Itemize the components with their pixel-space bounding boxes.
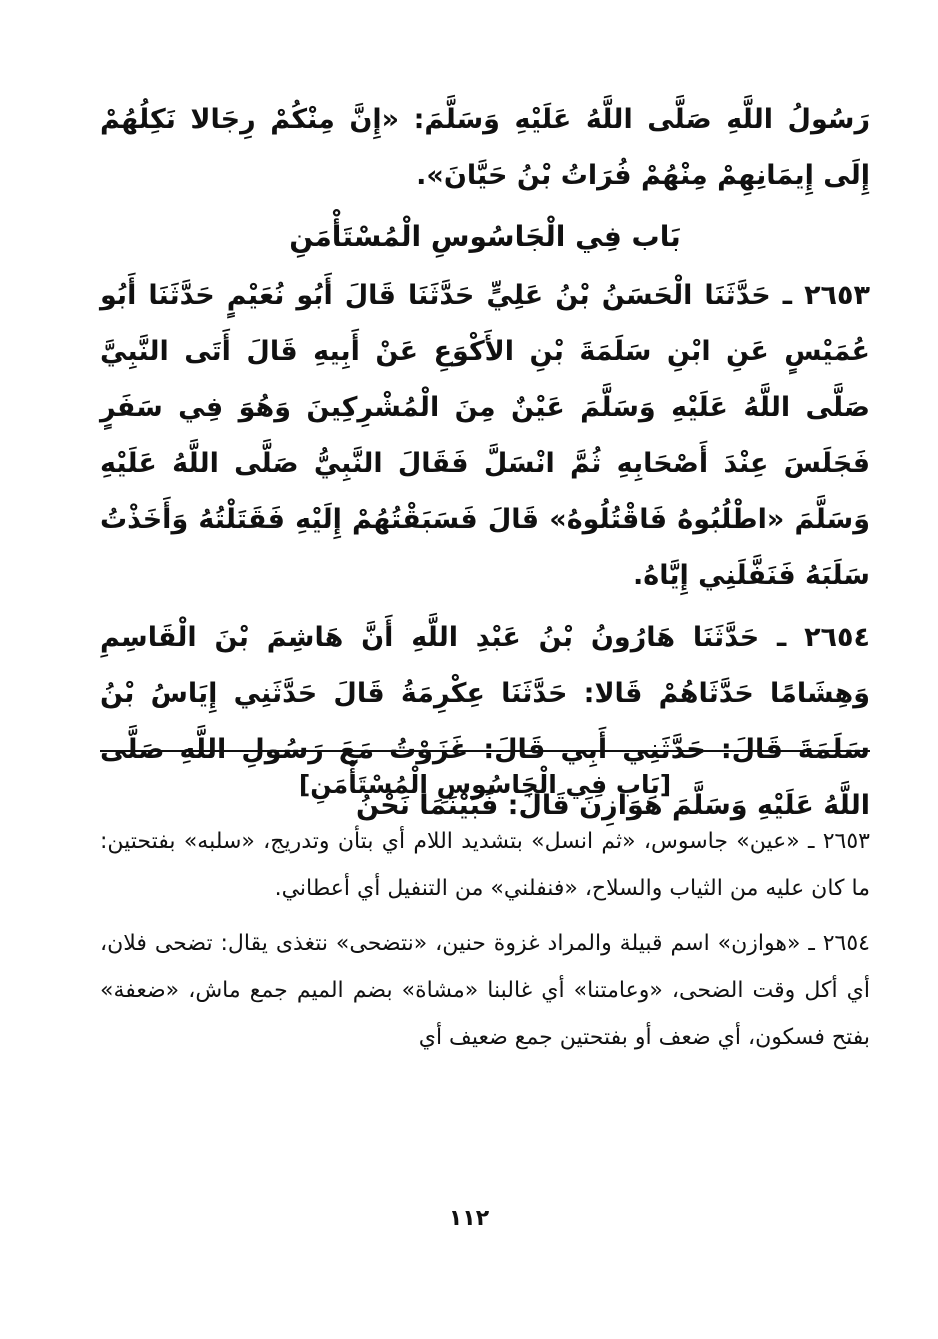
hadith-2653: ٢٦٥٣ ـ حَدَّثَنَا الْحَسَنُ بْنُ عَلِيٍّ حَدَّثَنَا قَالَ أَبُو نُعَيْمٍ حَدَّثَنَا أَبُو عُمَيْسٍ عَنِ ابْنِ سَلَمَةَ بْنِ الأَكْوَعِ عَنْ أَبِيهِ قَالَ أَتَى النَّبِيَّ صَلَّى اللَّهُ عَلَيْهِ وَسَلَّمَ عَيْنٌ مِنَ الْمُشْرِكِينَ وَهُوَ فِي سَفَرٍ فَجَلَسَ عِنْدَ أَصْحَابِهِ ثُمَّ انْسَلَّ فَقَالَ النَّبِيُّ صَلَّى اللَّهُ عَلَيْهِ وَسَلَّمَ «اطْلُبُوهُ فَاقْتُلُوهُ» قَالَ فَسَبَقْتُهُمْ إِلَيْهِ فَقَتَلْتُهُ وَأَخَذْتُ سَلَبَهُ فَنَفَّلَنِي إِيَّاهُ. xyxy=(100,280,870,591)
main-text xyxy=(100,92,870,834)
chapter-title: بَاب فِي الْجَاسُوسِ الْمُسْتَأْمَنِ xyxy=(289,220,681,253)
hadith-2654: ٢٦٥٤ ـ حَدَّثَنَا هَارُونُ بْنُ عَبْدِ اللَّهِ أَنَّ هَاشِمَ بْنَ الْقَاسِمِ وَهِشَامًا حَدَّثَاهُمْ قَالا: حَدَّثَنَا عِكْرِمَةُ قَالَ حَدَّثَنِي إِيَاسُ بْنُ سَلَمَةَ قَالَ: حَدَّثَنِي أَبِي قَالَ: غَزَوْتُ مَعَ رَسُولِ اللَّهِ صَلَّى اللَّهُ عَلَيْهِ وَسَلَّمَ هَوَازِنَ قَالَ: فَبَيْنَمَا نَحْنُ xyxy=(100,622,870,821)
commentary-chapter-title: [بَاب فِي الْجَاسُوسِ الْمُسْتَأْمَنِ] xyxy=(298,770,672,799)
page-number: ١١٢ xyxy=(448,1206,490,1231)
commentary-note-2653: ٢٦٥٣ ـ «عين» جاسوس، «ثم انسل» بتشديد اللام أي بتأن وتدريج، «سلبه» بفتحتين: ما كان عليه من الثياب والسلاح، «فنفلني» من التنفيل أي أعطاني. xyxy=(100,829,870,901)
commentary-section xyxy=(100,762,870,1069)
hadith-continuation: رَسُولُ اللَّهِ صَلَّى اللَّهُ عَلَيْهِ وَسَلَّمَ: «إِنَّ مِنْكُمْ رِجَالا نَكِلُهُمْ إِلَى إِيمَانِهِمْ مِنْهُمْ فُرَاتُ بْنُ حَيَّانَ». xyxy=(100,104,870,191)
footnote-divider xyxy=(100,750,870,752)
commentary-note-2654: ٢٦٥٤ ـ «هوازن» اسم قبيلة والمراد غزوة حنين، «نتضحى» نتغذى يقال: تضحى فلان، أي أكل وقت الضحى، «وعامتنا» أي غالبنا «مشاة» بضم الميم جمع ماش، «ضعفة» بفتح فسكون، أي ضعف أو بفتحتين جمع ضعيف أي xyxy=(100,931,870,1050)
